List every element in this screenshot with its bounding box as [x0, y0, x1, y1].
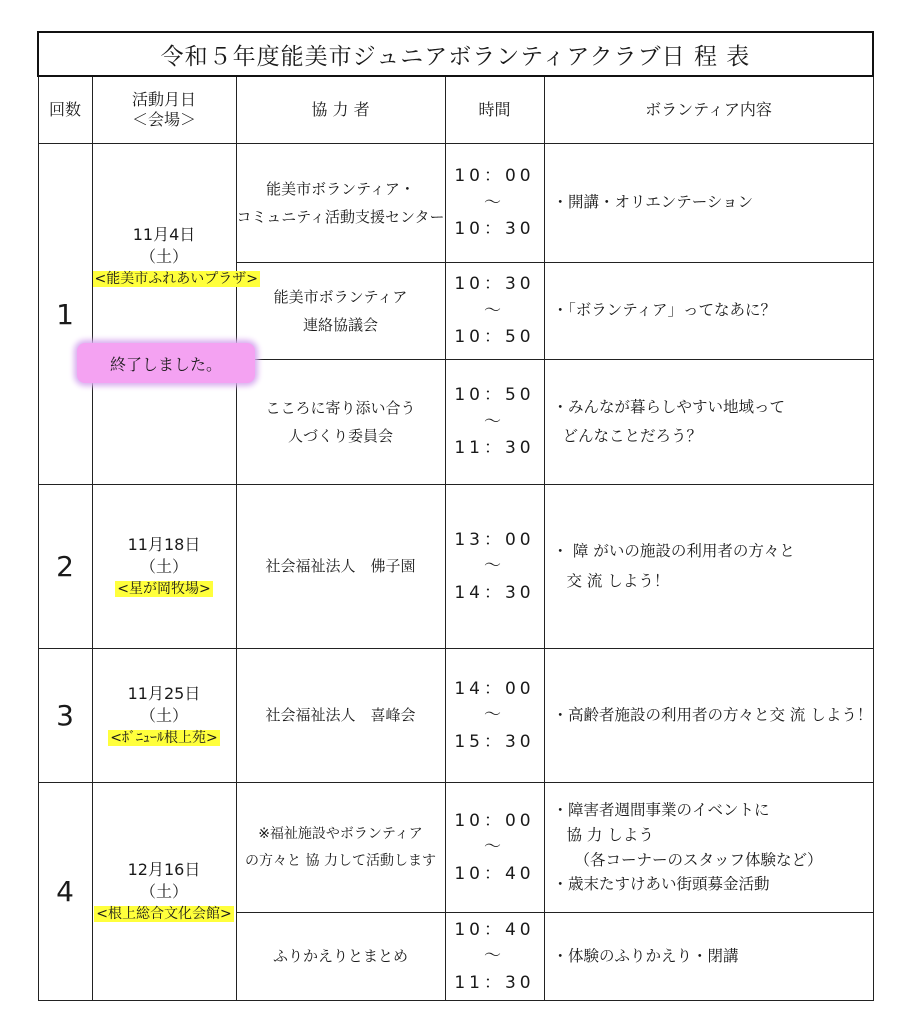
completed-status-badge: 終了しました。	[77, 343, 255, 383]
venue-label: <根上総合文化会館>	[96, 906, 232, 923]
header-org: 協 力 者	[236, 76, 445, 144]
time-range: 10：50 ～ 11：30	[445, 360, 544, 485]
partner: こころに寄り添い合う 人づくり委員会	[236, 360, 445, 485]
header-time: 時間	[445, 76, 544, 144]
schedule-table	[37, 31, 874, 1001]
header-date: 活動月日 ＜会場＞	[92, 76, 236, 144]
session-date-cell	[92, 783, 236, 1001]
activity-content: ・開講・オリエンテーション	[544, 144, 873, 263]
time-range: 10：30 ～ 10：50	[445, 263, 544, 360]
activity-content: ・「ボランティア」ってなあに？	[544, 263, 873, 360]
header-content: ボランティア内容	[544, 76, 873, 144]
session-date: 11月18日	[127, 534, 201, 554]
activity-content: ・ 障 がいの施設の利用者の方々と 交 流 しよう！	[544, 485, 873, 649]
activity-content: ・高齢者施設の利用者の方々と交 流 しよう！	[544, 649, 873, 783]
activity-content: ・みんなが暮らしやすい地域って どんなことだろう？	[544, 360, 873, 485]
partner: ※福祉施設やボランティア の方々と 協 力して活動します	[236, 783, 445, 913]
partner: 社会福祉法人 佛子園	[236, 485, 445, 649]
venue-label: <能美市ふれあいプラザ>	[94, 271, 258, 288]
time-range: 10：00 ～ 10：30	[445, 144, 544, 263]
time-range: 14：00 ～ 15：30	[445, 649, 544, 783]
time-range: 10：40 ～ 11：30	[445, 913, 544, 1001]
session-num: 1	[38, 144, 92, 485]
session-1-row-1	[38, 144, 873, 263]
session-day: （土）	[139, 705, 188, 725]
time-range: 10：00 ～ 10：40	[445, 783, 544, 913]
session-num: 4	[38, 783, 92, 1001]
time-range: 13：00 ～ 14：30	[445, 485, 544, 649]
session-3-row	[38, 649, 873, 783]
session-day: （土）	[139, 556, 188, 576]
venue-label: <ﾎﾞﾆｭｰﾙ根上苑>	[110, 730, 218, 747]
session-date-cell	[92, 485, 236, 649]
partner: ふりかえりとまとめ	[236, 913, 445, 1001]
schedule-title: 令和５年度能美市ジュニアボランティアクラブ日 程 表	[38, 32, 873, 76]
header-num: 回数	[38, 76, 92, 144]
partner: 能美市ボランティア 連絡協議会	[236, 263, 445, 360]
session-date-cell	[92, 649, 236, 783]
activity-content: ・体験のふりかえり・閉講	[544, 913, 873, 1001]
session-date: 11月4日	[132, 225, 196, 244]
header-row	[38, 76, 873, 144]
venue-label: <星が岡牧場>	[117, 581, 211, 598]
partner: 能美市ボランティア・ コミュニティ活動支援センター	[236, 144, 445, 263]
session-date: 11月25日	[127, 683, 201, 703]
session-4-row-1	[38, 783, 873, 913]
partner: 社会福祉法人 喜峰会	[236, 649, 445, 783]
activity-content: ・障害者週間事業のイベントに 協 力 しよう （各コーナーのスタッフ体験など） ・歳末たすけあい街頭募金活動	[544, 783, 873, 913]
session-date: 12月16日	[127, 859, 201, 879]
session-date-cell	[92, 144, 258, 485]
session-num: 2	[38, 485, 92, 649]
session-2-row	[38, 485, 873, 649]
session-day: （土）	[139, 246, 188, 266]
session-num: 3	[38, 649, 92, 783]
session-day: （土）	[139, 881, 188, 901]
